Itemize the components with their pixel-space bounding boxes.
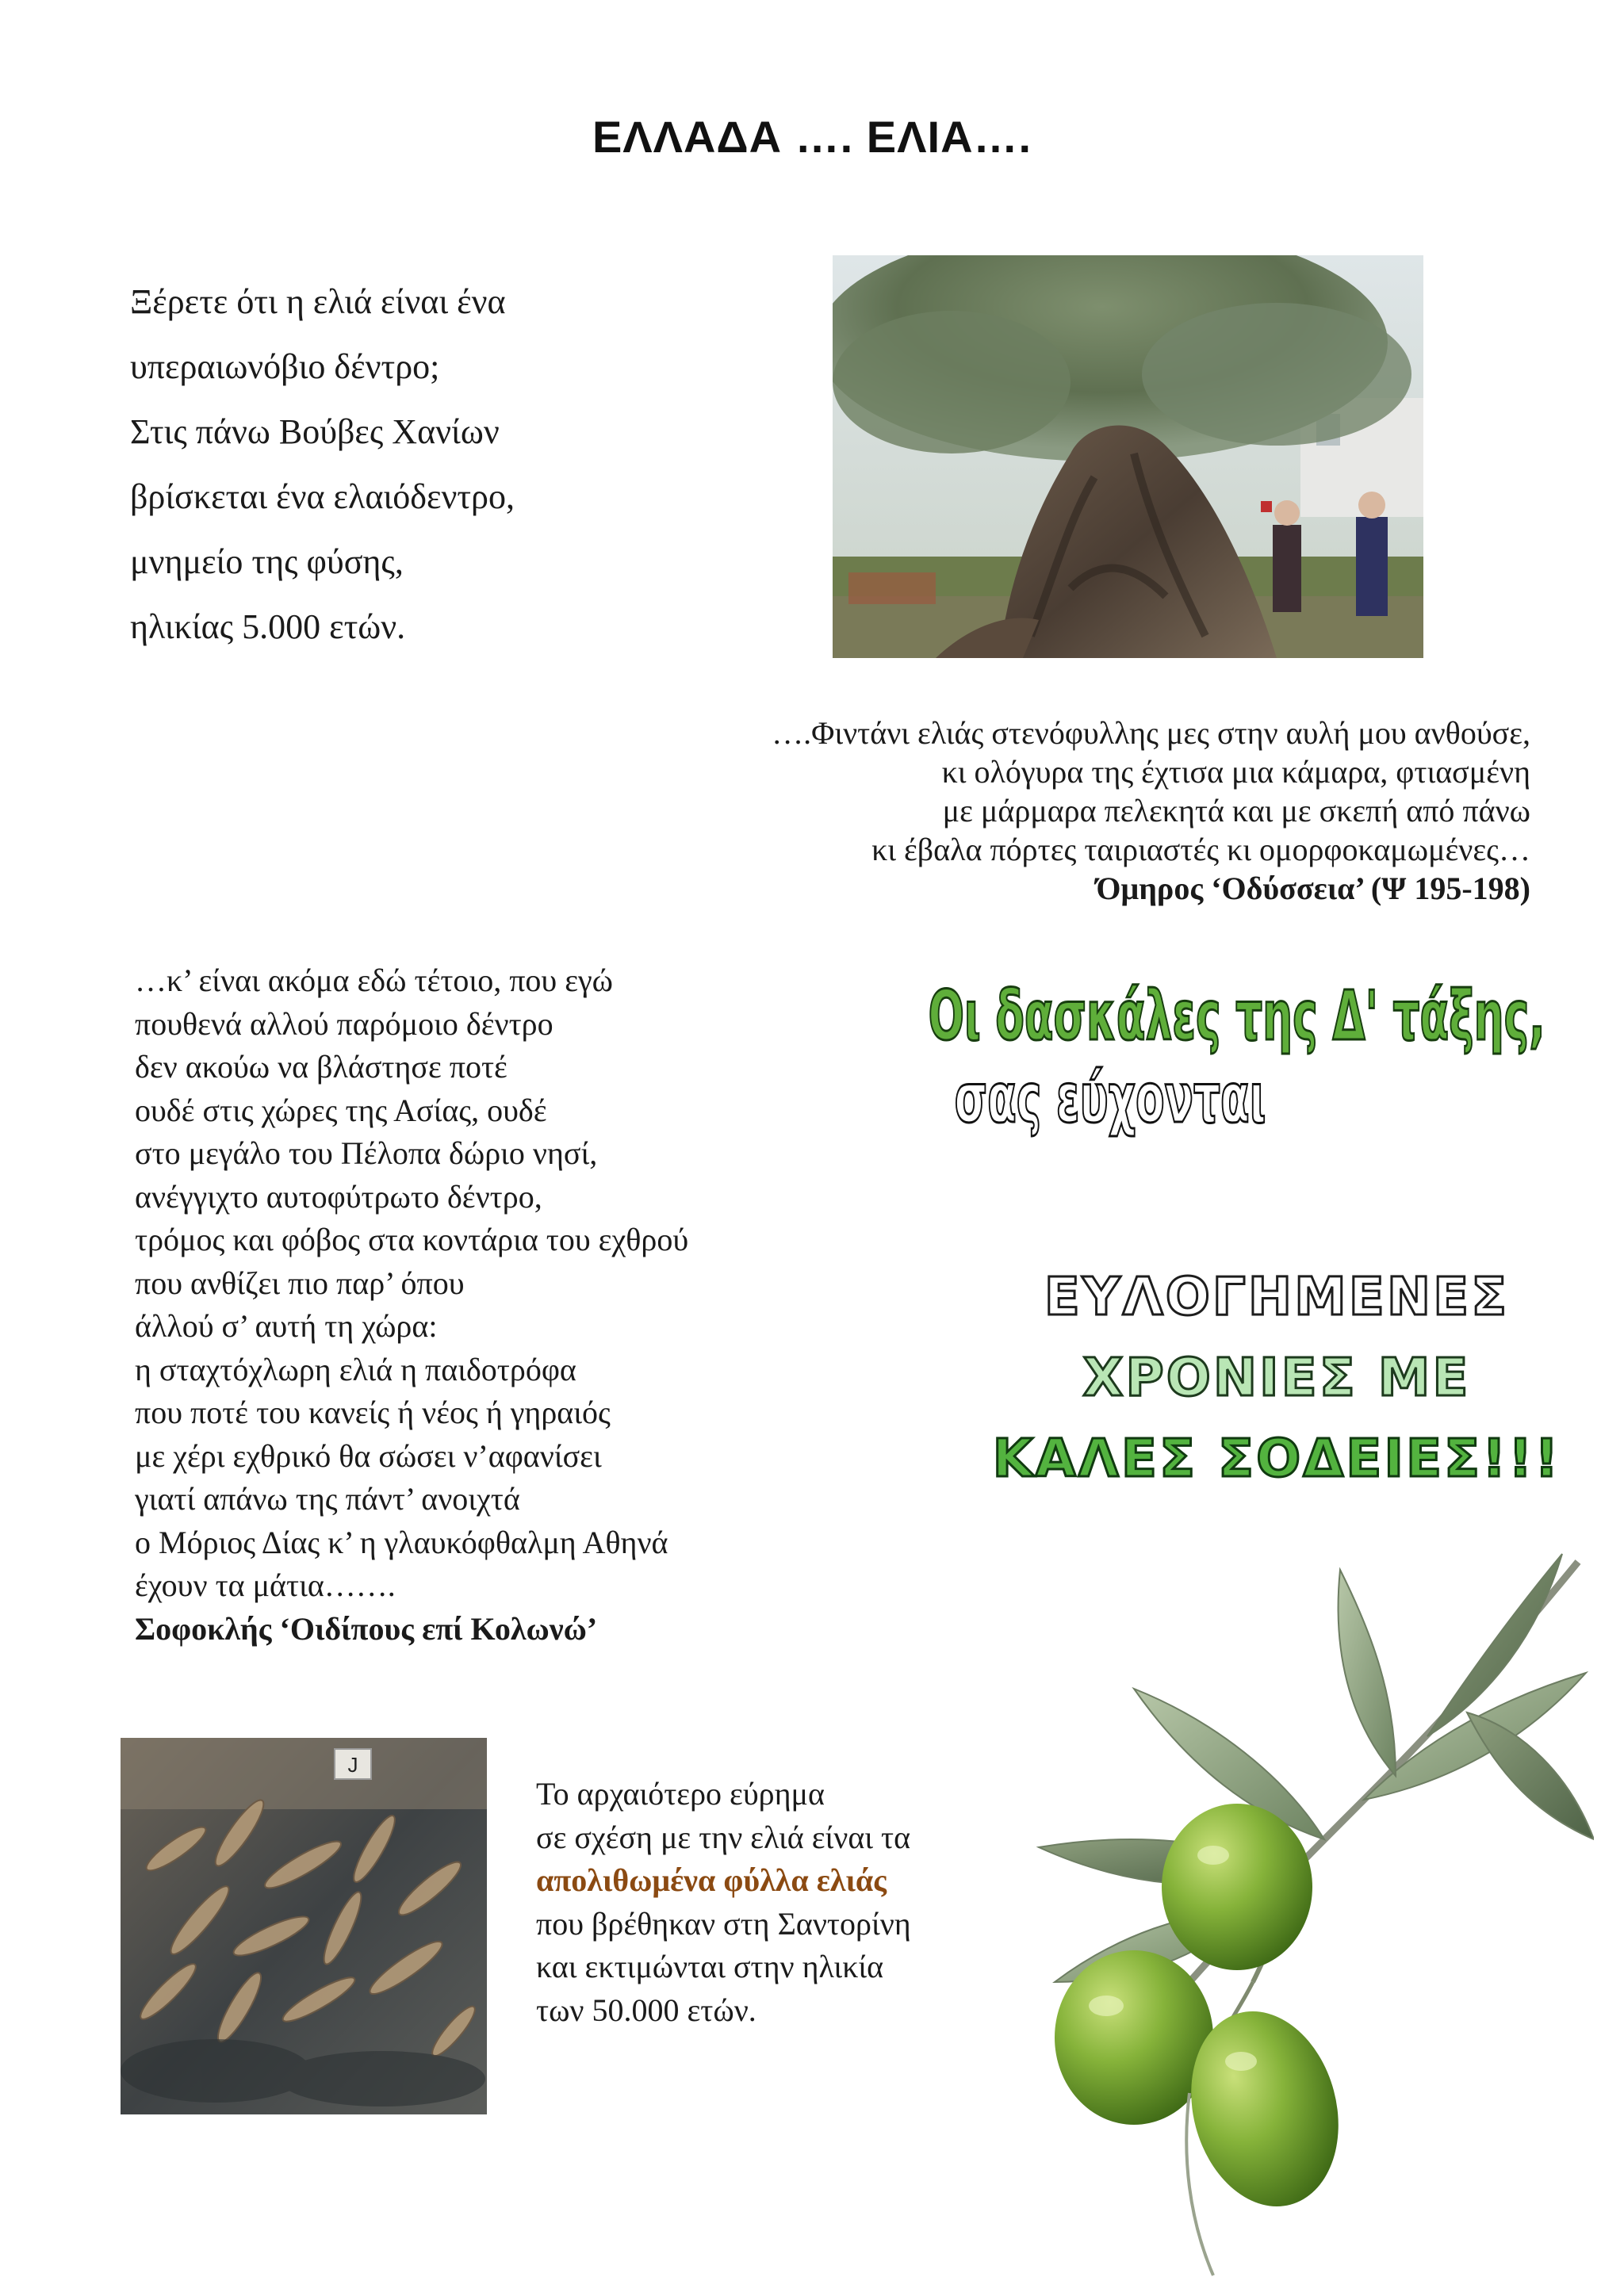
fossil-leaves-photo	[121, 1738, 487, 2114]
odyssey-excerpt	[772, 714, 1530, 908]
fossil-paragraph	[536, 1773, 911, 2032]
intro-line: Ξέρετε ότι η ελιά είναι ένα	[130, 282, 506, 321]
sophocles-line: που ανθίζει πιο παρ’ όπου	[135, 1265, 465, 1301]
sophocles-line: δεν ακούω να βλάστησε ποτέ	[135, 1049, 508, 1085]
greeting-line-wish: σας εύχονται	[954, 1059, 1266, 1138]
fossil-line: και εκτιμώνται στην ηλικία	[536, 1949, 884, 1984]
sophocles-line: ουδέ στις χώρες της Ασίας, ουδέ	[135, 1092, 547, 1128]
sophocles-line: η σταχτόχλωρη ελιά η παιδοτρόφα	[135, 1351, 576, 1387]
sophocles-line: στο μεγάλο του Πέλοπα δώριο νησί,	[135, 1135, 598, 1171]
sophocles-line: που ποτέ του κανείς ή νέος ή γηραιός	[135, 1395, 611, 1430]
intro-line: Στις πάνω Βούβες Χανίων	[130, 412, 500, 451]
sophocles-excerpt	[135, 959, 688, 1651]
odyssey-line: με μάρμαρα πελεκητά και με σκεπή από πάνω	[942, 793, 1530, 828]
sophocles-line: με χέρι εχθρικό θα σώσει ν’αφανίσει	[135, 1437, 602, 1474]
greeting-teachers	[928, 975, 1545, 1140]
olive-branch-illustration	[952, 1538, 1594, 2291]
fossil-line: που βρέθηκαν στη Σαντορίνη	[536, 1905, 911, 1942]
ancient-olive-tree-photo	[833, 255, 1423, 658]
intro-line: ηλικίας 5.000 ετών.	[130, 607, 406, 646]
greeting-line-harvest: ΚΑΛΕΣ ΣΟΔΕΙΕΣ!!!	[992, 1428, 1561, 1489]
sophocles-line: πουθενά αλλού παρόμοιο δέντρο	[135, 1005, 553, 1042]
fossil-line: Το αρχαιότερο εύρημα	[536, 1776, 825, 1812]
intro-paragraph	[130, 270, 515, 660]
odyssey-line: ….Φιντάνι ελιάς στενόφυλλης μες στην αυλή μου ανθούσε,	[772, 715, 1530, 751]
intro-line: μνημείο της φύσης,	[130, 542, 404, 581]
intro-line: βρίσκεται ένα ελαιόδεντρο,	[130, 477, 515, 516]
odyssey-line: κι ολόγυρα της έχτισα μια κάμαρα, φτιασμένη	[941, 754, 1530, 790]
greeting-line-blessed: ΕΥΛΟΓΗΜΕΝΕΣ	[1044, 1266, 1510, 1327]
greeting-line-teachers: Οι δασκάλες της Δ' τάξης,	[928, 977, 1545, 1056]
fossil-label-tag: J	[347, 1753, 358, 1777]
sophocles-citation: Σοφοκλής ‘Οιδίπους επί Κολωνώ’	[135, 1610, 598, 1647]
odyssey-line: κι έβαλα πόρτες ταιριαστές κι ομορφοκαμωμένες…	[871, 832, 1530, 867]
greeting-blessing	[983, 1257, 1570, 1499]
sophocles-line: ανέγγιχτο αυτοφύτρωτο δέντρο,	[135, 1178, 542, 1215]
fossil-highlight: απολιθωμένα φύλλα ελιάς	[536, 1862, 887, 1898]
page-title: ΕΛΛΑΔΑ …. ΕΛΙΑ….	[592, 112, 1032, 162]
sophocles-line: ο Μόριος Δίας κ’ η γλαυκόφθαλμη Αθηνά	[135, 1524, 668, 1560]
fossil-line: των 50.000 ετών.	[536, 1992, 756, 2028]
sophocles-line: άλλού σ’ αυτή τη χώρα:	[135, 1308, 438, 1344]
fossil-line: σε σχέση με την ελιά είναι τα	[536, 1819, 911, 1855]
odyssey-citation: Όμηρος ‘Οδύσσεια’ (Ψ 195-198)	[1096, 871, 1530, 906]
sophocles-line: έχουν τα μάτια…….	[135, 1567, 396, 1603]
sophocles-line: τρόμος και φόβος στα κοντάρια του εχθρού	[135, 1222, 689, 1257]
greeting-line-years: ΧΡΟΝΙΕΣ ΜΕ	[1082, 1347, 1471, 1408]
sophocles-line: …κ’ είναι ακόμα εδώ τέτοιο, που εγώ	[135, 962, 613, 998]
intro-line: υπεραιωνόβιο δέντρο;	[130, 347, 440, 386]
sophocles-line: γιατί απάνω της πάντ’ ανοιχτά	[135, 1481, 520, 1517]
